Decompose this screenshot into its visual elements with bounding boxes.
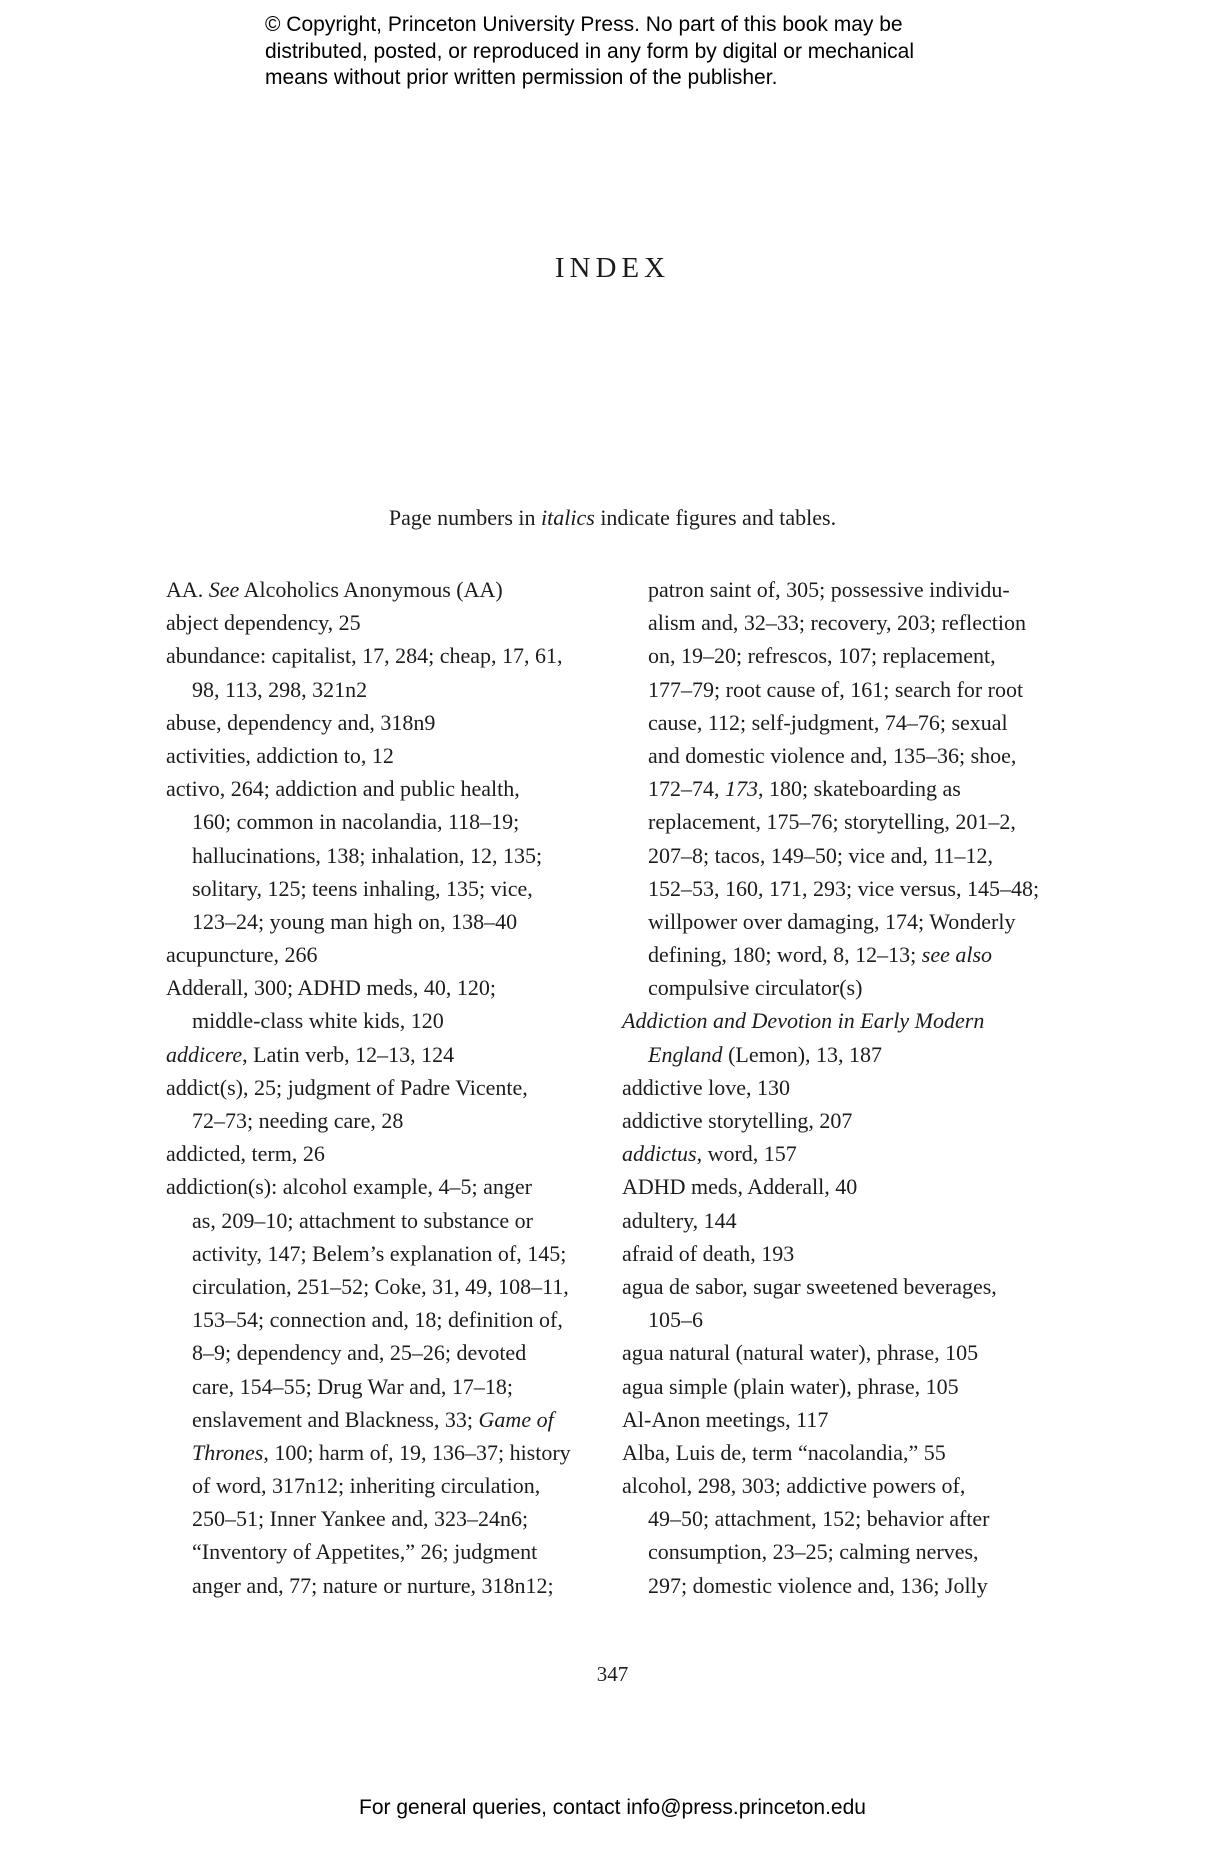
index-entry-continuation: 250–51; Inner Yankee and, 323–24n6; (192, 1506, 529, 1532)
index-entry-continuation: alism and, 32–33; recovery, 203; reflection (648, 610, 1026, 636)
index-entry: afraid of death, 193 (622, 1240, 795, 1266)
index-entry-continuation: consumption, 23–25; calming nerves, (648, 1539, 979, 1565)
index-entry-continuation: of word, 317n12; inheriting circulation, (192, 1473, 541, 1499)
index-entry-continuation: patron saint of, 305; possessive individu- (648, 577, 1010, 602)
copyright-notice (265, 12, 1025, 92)
copyright-line: means without prior written permission of the publisher. (265, 66, 778, 89)
index-entry: abuse, dependency and, 318n9 (166, 709, 436, 735)
index-entry-continuation: 207–8; tacos, 149–50; vice and, 11–12, (648, 842, 994, 868)
page-number: 347 (596, 1662, 629, 1686)
index-entry-continuation: 49–50; attachment, 152; behavior after (648, 1506, 990, 1532)
index-entry: Alba, Luis de, term “nacolandia,” 55 (622, 1439, 946, 1465)
index-entry-continuation: 123–24; young man high on, 138–40 (192, 908, 518, 934)
index-entry-continuation: 160; common in nacolandia, 118–19; (192, 809, 520, 835)
index-entry: Al-Anon meetings, 117 (622, 1406, 829, 1432)
index-entry: Addiction and Devotion in Early Modern (622, 1008, 985, 1034)
index-column-left (166, 573, 586, 1602)
index-entry: alcohol, 298, 303; addictive powers of, (622, 1473, 966, 1499)
note-prefix: Page numbers in (388, 505, 542, 530)
index-entry-continuation: Thrones, 100; harm of, 19, 136–37; history (192, 1439, 571, 1465)
index-entry: agua de sabor, sugar sweetened beverages, (622, 1273, 997, 1299)
index-entry: activities, addiction to, 12 (166, 742, 394, 768)
index-entry: Adderall, 300; ADHD meds, 40, 120; (166, 975, 496, 1001)
index-entry-continuation: 172–74, 173, 180; skateboarding as (648, 776, 961, 802)
footer-contact: For general queries, contact info@press.princeton.edu (359, 1796, 866, 1819)
index-entry-continuation: 153–54; connection and, 18; definition of, (192, 1307, 563, 1333)
index-entry-continuation: replacement, 175–76; storytelling, 201–2, (648, 809, 1016, 835)
index-entry-continuation: on, 19–20; refrescos, 107; replacement, (648, 643, 996, 669)
index-entry-continuation: 8–9; dependency and, 25–26; devoted (192, 1340, 527, 1366)
index-entry-continuation: 98, 113, 298, 321n2 (192, 676, 368, 702)
index-entry-continuation: enslavement and Blackness, 33; Game of (192, 1406, 554, 1432)
index-entry-continuation: and domestic violence and, 135–36; shoe, (648, 742, 1017, 768)
index-entry-continuation: circulation, 251–52; Coke, 31, 49, 108–11, (192, 1273, 569, 1299)
index-entry: adultery, 144 (622, 1207, 737, 1233)
index-entry-continuation: solitary, 125; teens inhaling, 135; vice, (192, 875, 533, 901)
index-entry-continuation: anger and, 77; nature or nurture, 318n12; (192, 1572, 554, 1598)
index-entry-continuation: hallucinations, 138; inhalation, 12, 135; (192, 842, 543, 868)
note-suffix: indicate figures and tables. (594, 505, 837, 530)
index-entry-continuation: middle-class white kids, 120 (192, 1008, 444, 1034)
index-entry-continuation: “Inventory of Appetites,” 26; judgment (192, 1539, 538, 1565)
index-entry: abject dependency, 25 (166, 610, 361, 636)
index-entry: agua natural (natural water), phrase, 105 (622, 1340, 979, 1366)
index-entry: abundance: capitalist, 17, 284; cheap, 17, 61, (166, 643, 563, 669)
index-entry-continuation: 152–53, 160, 171, 293; vice versus, 145–48; (648, 875, 1040, 901)
index-entry: addicted, term, 26 (166, 1141, 325, 1167)
index-entry-continuation: cause, 112; self-judgment, 74–76; sexual (648, 709, 1008, 735)
index-entry: activo, 264; addiction and public health, (166, 776, 520, 802)
italics-note (0, 505, 1225, 531)
index-entry-continuation: 72–73; needing care, 28 (192, 1108, 404, 1133)
index-entry-continuation: England (Lemon), 13, 187 (648, 1041, 883, 1067)
index-entry-continuation: care, 154–55; Drug War and, 17–18; (192, 1373, 514, 1399)
index-entry: addict(s), 25; judgment of Padre Vicente, (166, 1074, 528, 1100)
index-column-right (622, 573, 1042, 1602)
index-entry: addicere, Latin verb, 12–13, 124 (166, 1041, 455, 1067)
index-entry-continuation: defining, 180; word, 8, 12–13; see also (648, 942, 993, 968)
page-title: INDEX (554, 252, 671, 284)
index-entry-continuation: activity, 147; Belem’s explanation of, 145; (192, 1240, 567, 1266)
copyright-line: distributed, posted, or reproduced in any form by digital or mechanical (265, 39, 915, 63)
index-entry: addiction(s): alcohol example, 4–5; anger (166, 1174, 532, 1200)
index-entry: AA. See Alcoholics Anonymous (AA) (166, 577, 503, 602)
index-entry-continuation: as, 209–10; attachment to substance or (192, 1207, 533, 1233)
index-entry-continuation: 297; domestic violence and, 136; Jolly (648, 1572, 988, 1598)
index-entry-continuation: compulsive circulator(s) (648, 975, 863, 1001)
note-italic: italics (541, 505, 595, 530)
index-entry-continuation: 105–6 (648, 1307, 703, 1333)
index-entry: acupuncture, 266 (166, 942, 318, 968)
copyright-line: © Copyright, Princeton University Press. No part of this book may be (265, 13, 903, 36)
index-entry: addictive storytelling, 207 (622, 1108, 853, 1133)
index-entry: agua simple (plain water), phrase, 105 (622, 1373, 959, 1399)
index-entry: addictus, word, 157 (622, 1141, 797, 1167)
index-entry-continuation: 177–79; root cause of, 161; search for root (648, 676, 1024, 702)
index-entry-continuation: willpower over damaging, 174; Wonderly (648, 908, 1016, 934)
index-entry: ADHD meds, Adderall, 40 (622, 1174, 858, 1200)
index-entry: addictive love, 130 (622, 1074, 791, 1100)
